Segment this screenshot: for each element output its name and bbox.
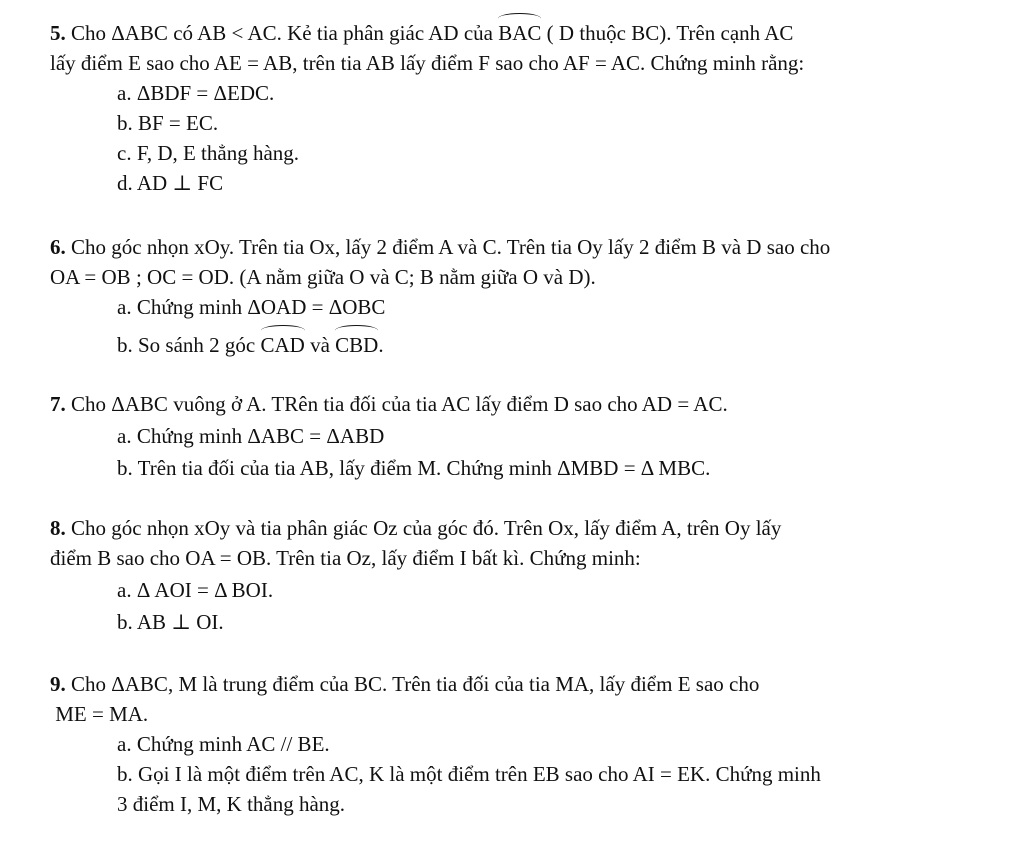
text-segment: Cho ΔABC vuông ở A. TRên tia đối của tia AC lấy điểm D sao cho AD = AC. — [71, 392, 728, 416]
sub-question-a: a. ΔBDF = ΔEDC. — [117, 81, 275, 105]
problem-intro — [50, 232, 1000, 292]
intro-line — [50, 232, 1000, 262]
sub-question-a: a. Chứng minh AC // BE. — [117, 732, 330, 756]
sub-question-a: a. Δ AOI = Δ BOI. — [117, 578, 274, 602]
text-segment: ( D thuộc BC). Trên cạnh AC — [541, 21, 794, 45]
sub-question-d: d. AD ⊥ FC — [117, 171, 224, 195]
intro-line: OA = OB ; OC = OD. (A nằm giữa O và C; B nằm giữa O và D). — [50, 265, 596, 289]
text-segment: Cho góc nhọn xOy. Trên tia Ox, lấy 2 điểm A và C. Trên tia Oy lấy 2 điểm B và D sao cho — [71, 235, 831, 259]
intro-line: lấy điểm E sao cho AE = AB, trên tia AB lấy điểm F sao cho AF = AC. Chứng minh rằng: — [50, 51, 805, 75]
intro-line: ME = MA. — [50, 702, 149, 726]
problem-number: 6. — [50, 235, 66, 259]
sub-question-b: b. Trên tia đối của tia AB, lấy điểm M. Chứng minh ΔMBD = Δ MBC. — [117, 456, 711, 480]
sub-question-c: c. F, D, E thẳng hàng. — [117, 141, 300, 165]
intro-line — [50, 669, 1000, 699]
sub-question-b — [50, 330, 1000, 360]
sub-question-b: b. AB ⊥ OI. — [117, 610, 224, 634]
problem-6 — [50, 232, 1000, 360]
problem-intro — [50, 513, 1000, 573]
problem-7 — [50, 389, 1000, 483]
text-segment: Cho ΔABC có AB < AC. Kẻ tia phân giác AD của — [71, 21, 499, 45]
intro-line — [50, 513, 1000, 543]
sub-question-b-continued: 3 điểm I, M, K thẳng hàng. — [117, 792, 346, 816]
intro-line — [50, 389, 1000, 419]
problem-intro — [50, 389, 1000, 419]
problem-9 — [50, 669, 1000, 819]
sub-question-b: b. BF = EC. — [117, 111, 219, 135]
problem-number: 5. — [50, 21, 66, 45]
angle-arc-bac: BAC — [498, 18, 541, 48]
problem-intro — [50, 669, 1000, 729]
intro-line — [50, 18, 1000, 48]
sub-question-a: a. Chứng minh ΔOAD = ΔOBC — [117, 295, 386, 319]
intro-line: điểm B sao cho OA = OB. Trên tia Oz, lấy điểm I bất kì. Chứng minh: — [50, 546, 641, 570]
sub-question-a: a. Chứng minh ΔABC = ΔABD — [117, 424, 385, 448]
text-segment: Cho ΔABC, M là trung điểm của BC. Trên tia đối của tia MA, lấy điểm E sao cho — [71, 672, 760, 696]
text-segment: . — [378, 333, 384, 357]
text-segment: Cho góc nhọn xOy và tia phân giác Oz của góc đó. Trên Ox, lấy điểm A, trên Oy lấy — [71, 516, 782, 540]
problem-8 — [50, 513, 1000, 637]
text-segment: và — [304, 333, 336, 357]
angle-arc-cad: CAD — [261, 330, 305, 360]
problem-5 — [50, 18, 1000, 198]
problem-number: 9. — [50, 672, 66, 696]
angle-arc-cbd: CBD — [335, 330, 378, 360]
problem-intro — [50, 18, 1000, 78]
text-segment: b. So sánh 2 góc — [117, 333, 261, 357]
problem-number: 8. — [50, 516, 66, 540]
sub-question-b: b. Gọi I là một điểm trên AC, K là một điểm trên EB sao cho AI = EK. Chứng minh — [117, 762, 821, 786]
problem-number: 7. — [50, 392, 66, 416]
